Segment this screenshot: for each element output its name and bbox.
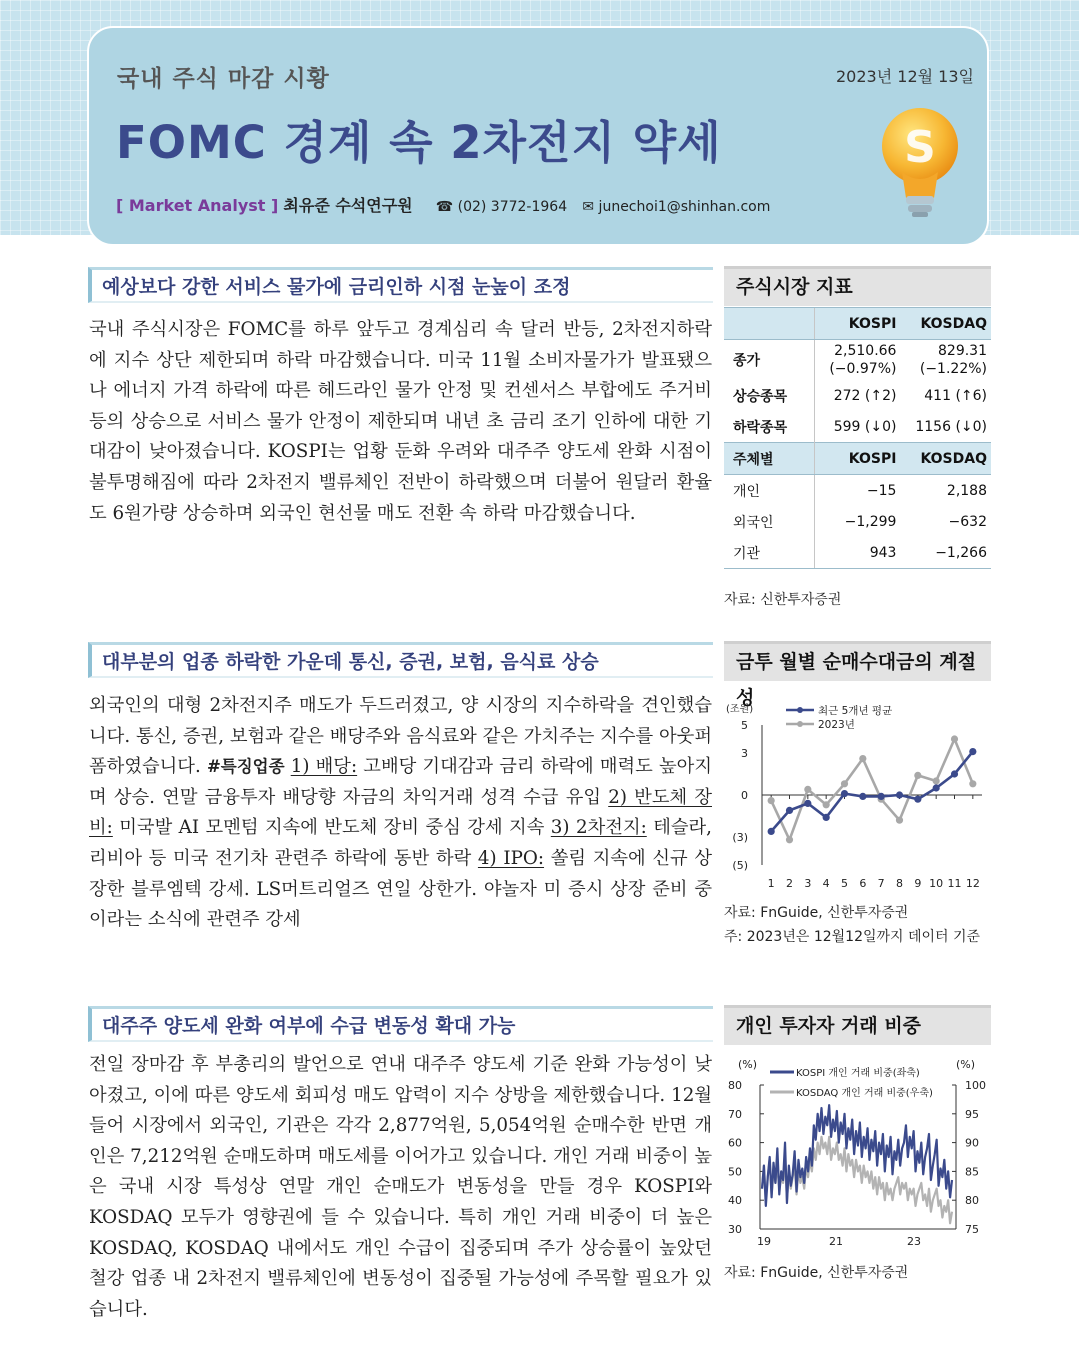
chart1-legend-marker (797, 707, 803, 713)
chart1-point (914, 796, 921, 803)
chart2-right-tick-label: 100 (965, 1079, 986, 1092)
chart1-x-tick-label: 6 (859, 877, 867, 890)
chart1-point (914, 772, 921, 779)
chart1-note: 주: 2023년은 12월12일까지 데이터 기준 (724, 929, 981, 945)
chart2-x-tick-label: 19 (757, 1235, 771, 1248)
feature-3-key: 3) 2차전지: (550, 817, 647, 839)
chart1-x-tick-label: 4 (822, 877, 830, 890)
chart2-right-tick-label: 95 (965, 1107, 979, 1121)
chart2-left-tick-label: 40 (728, 1194, 742, 1208)
chart1-x-tick-label: 5 (841, 877, 848, 890)
individual-share-line-chart (724, 1052, 992, 1257)
section-1-body: 국내 주식시장은 FOMC를 하루 앞두고 경계심리 속 달러 반등, 2차전지하락에 지수 상단 제한되며 하락 마감했습니다. 미국 11월 소비자물가가 발표됐으나 에너지 가격 하락에 따른 헤드라인 물가 안정 및 컨센서스 부합에도 주거비 등의 상승으로 서비스 물가 안정이 제한되며 내년 초 금리 조기 인하에 대한 기대감이 낮아졌습니다. KOSPI는 업황 둔화 우려와 대주주 양도세 완화 시점이 불투명해짐에 따라 2차전지 밸류체인 전반이 하락했으며 더불어 원달러 환율도 6원가량 상승하며 외국인 현선물 매도 전환 속 하락 마감했습니다. (89, 319, 712, 524)
chart2-left-tick-label: 50 (728, 1165, 742, 1179)
report-date: 2023년 12월 13일 (836, 67, 974, 86)
feature-1-key: 1) 배당: (290, 756, 358, 778)
feature-3-text: 테슬라, 리비아 등 미국 전기차 관련주 하락에 동반 하락 (89, 817, 712, 869)
analyst-name: 최유준 수석연구원 (283, 196, 413, 215)
chart1-unit: (조원) (726, 704, 754, 715)
chart1-x-tick-label: 12 (965, 877, 980, 890)
table-header-row (724, 308, 991, 340)
chart1-point (896, 817, 903, 824)
chart1-x-tick-label: 7 (877, 877, 885, 890)
chart2-left-tick-label: 30 (728, 1223, 742, 1236)
feature-2-text: 미국발 AI 모멘텀 지속에 반도체 장비 중심 강세 지속 (112, 817, 551, 839)
lightbulb-logo-icon (878, 102, 962, 220)
feature-tag: #특징업종 (206, 757, 285, 777)
table-source: 자료: 신한투자증권 (724, 592, 842, 608)
chart2-unit-right: (%) (956, 1058, 976, 1071)
analyst-info (116, 193, 770, 216)
chart1-legend-marker (797, 721, 803, 727)
chart1-point (786, 807, 793, 814)
chart1-point (951, 770, 958, 777)
analyst-phone: ☎ (02) 3772-1964 (435, 199, 568, 215)
chart2-right-tick-label: 75 (965, 1223, 979, 1236)
analyst-email[interactable]: ✉ junechoi1@shinhan.com (582, 199, 771, 215)
chart1-point (804, 786, 811, 793)
chart1-y-tick-label: 0 (741, 789, 748, 802)
section-2-body (89, 691, 712, 936)
chart1-point (823, 801, 830, 808)
chart1-x-tick-label: 2 (786, 877, 793, 890)
chart1-point (933, 777, 940, 784)
chart1-y-tick-label: 3 (741, 747, 748, 760)
feature-1-text: 고배당 기대감과 금리 하락에 매력도 높아지며 상승. 연말 금융투자 배당향 자금의 차익거래 성격 수급 유입 (89, 756, 712, 808)
chart2-left-tick-label: 60 (728, 1136, 742, 1150)
chart1-point (804, 800, 811, 807)
chart1-point (859, 793, 866, 800)
chart2-series-line (762, 1105, 952, 1206)
market-table-title: 주식시장 지표 (724, 266, 991, 306)
chart2-right-tick-label: 80 (965, 1194, 979, 1208)
table-row: 기관 943 −1,266 (724, 537, 991, 569)
chart1-x-tick-label: 9 (914, 877, 922, 890)
section-2-intro: 외국인의 대형 2차전지주 매도가 두드러졌고, 양 시장의 지수하락을 견인했습니다. 통신, 증권, 보험과 같은 배당주와 음식료와 같은 가치주는 지수를 아웃퍼폼하였습니다. (89, 695, 712, 778)
feature-4-key: 4) IPO: (477, 847, 545, 869)
chart1-point (841, 790, 848, 797)
section-2-title: 대부분의 업종 하락한 가운데 통신, 증권, 보험, 음식료 상승 (88, 642, 713, 678)
chart1-point (841, 780, 848, 787)
chart1-legend-label: 2023년 (818, 719, 855, 731)
chart2-legend-label: KOSPI 개인 거래 비중(좌축) (796, 1068, 920, 1079)
logo-letter: S (904, 122, 936, 173)
analyst-role: [ Market Analyst ] (116, 196, 279, 215)
chart1-point (859, 755, 866, 762)
table-row-down: 하락종목 599 (↓0) 1156 (↓0) (724, 411, 991, 443)
chart1-x-tick-label: 8 (896, 877, 903, 890)
col-kosdaq: KOSDAQ (900, 308, 991, 340)
chart2-title: 개인 투자자 거래 비중 (724, 1005, 991, 1045)
col-kospi: KOSPI (815, 308, 901, 340)
chart1-point (768, 828, 775, 835)
chart1-point (951, 735, 958, 742)
section-3-title: 대주주 양도세 완화 여부에 수급 변동성 확대 가능 (88, 1006, 713, 1042)
chart1-y-tick-label: (3) (732, 831, 748, 844)
table-row-up: 상승종목 272 (↑2) 411 (↑6) (724, 380, 991, 411)
chart2-right-tick-label: 90 (965, 1136, 979, 1150)
chart2-left-tick-label: 80 (728, 1079, 742, 1092)
seasonality-line-chart (724, 692, 992, 892)
feature-2-key: 2) 반도체 장비: (89, 786, 712, 839)
chart1-legend-label: 최근 5개년 평균 (818, 705, 893, 717)
chart2-left-tick-label: 70 (728, 1107, 742, 1121)
chart1-point (896, 791, 903, 798)
table-row: 개인 −15 2,188 (724, 475, 991, 507)
chart1-point (878, 793, 885, 800)
chart1-y-tick-label: (5) (732, 859, 748, 872)
chart1-title: 금투 월별 순매수대금의 계절성 (724, 641, 991, 681)
chart2-right-tick-label: 85 (965, 1165, 979, 1179)
chart1-point (786, 836, 793, 843)
chart1-point (768, 797, 775, 804)
chart1-x-tick-label: 1 (767, 877, 775, 890)
chart1-series-line (771, 739, 973, 840)
chart1-y-tick-label: 5 (741, 719, 748, 732)
table-subheader-row: 주체별 KOSPI KOSDAQ (724, 443, 991, 475)
feature-4-text: 쏠림 지속에 신규 상장한 블루엠텍 강세. LS머트리얼즈 연일 상한가. 야놀자 미 증시 상장 준비 중이라는 소식에 관련주 강세 (89, 847, 712, 931)
chart2-x-tick-label: 21 (829, 1235, 843, 1248)
chart1-point (933, 784, 940, 791)
market-indicator-table (724, 307, 991, 569)
table-row: 외국인 −1,299 −632 (724, 506, 991, 537)
chart1-x-tick-label: 10 (929, 877, 944, 890)
section-1-title: 예상보다 강한 서비스 물가에 금리인하 시점 눈높이 조정 (88, 267, 713, 303)
table-row-close: 종가 2,510.66 (−0.97%) 829.31 (−1.22%) (724, 340, 991, 381)
report-subtitle: 국내 주식 마감 시황 (117, 66, 330, 92)
chart2-unit-left: (%) (738, 1058, 758, 1071)
chart1-point (823, 814, 830, 821)
chart1-point (969, 748, 976, 755)
chart2-source: 자료: FnGuide, 신한투자증권 (724, 1265, 909, 1281)
chart2-x-tick-label: 23 (907, 1235, 921, 1248)
chart1-x-tick-label: 3 (804, 877, 812, 890)
report-title: FOMC 경계 속 2차전지 약세 (116, 116, 722, 169)
chart1-x-tick-label: 11 (947, 877, 962, 890)
chart1-point (969, 780, 976, 787)
chart2-legend-label: KOSDAQ 개인 거래 비중(우축) (796, 1088, 933, 1099)
chart1-source: 자료: FnGuide, 신한투자증권 (724, 905, 909, 921)
section-3-body: 전일 장마감 후 부총리의 발언으로 연내 대주주 양도세 기준 완화 가능성이 낮아졌고, 이에 따른 양도세 회피성 매도 압력이 지수 상방을 제한했습니다. 12월 들어 시장에서 외국인, 기관은 각각 2,877억원, 5,054억원 순매수한 반면 개인은 7,212억원 순매도하며 매도세를 이어가고 있습니다. 개인 거래 비중이 높은 국내 시장 특성상 연말 개인 순매도가 변동성을 만들 경우 KOSPI와 KOSDAQ 모두가 영향권에 들 수 있습니다. 특히 개인 거래 비중이 더 높은 KOSDAQ, KOSDAQ 내에서도 개인 수급이 집중되며 주가 상승률이 높았던 철강 업종 내 2차전지 밸류체인에 변동성이 집중될 가능성에 주목할 필요가 있습니다. (89, 1054, 712, 1320)
